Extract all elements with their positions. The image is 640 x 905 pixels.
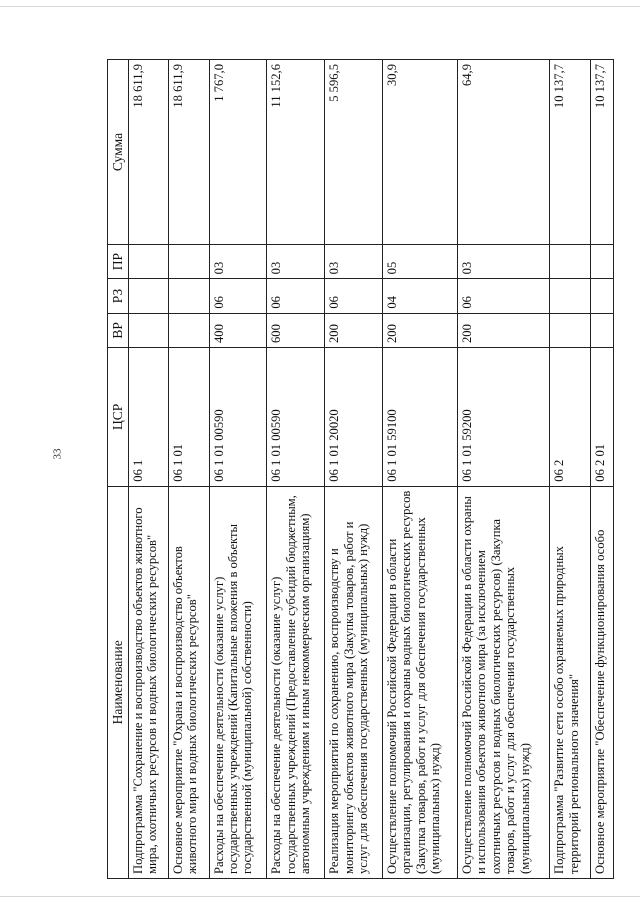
cell-pr	[550, 244, 591, 278]
cell-vr: 200	[325, 313, 383, 347]
page-number: 33	[51, 448, 64, 460]
cell-sum: 18 611,9	[128, 60, 169, 245]
header-name: Наименование	[108, 486, 129, 878]
budget-table	[107, 59, 614, 879]
cell-name: Подпрограмма "Сохранение и воспроизводство объектов животного мира, охотничьих ресурсов и водных биологических ресурсов"	[128, 486, 169, 878]
cell-vr	[169, 313, 210, 347]
cell-csr: 06 1	[128, 348, 169, 487]
cell-rz: 04	[382, 279, 457, 313]
cell-rz	[169, 279, 210, 313]
cell-sum: 10 137,7	[550, 60, 591, 245]
cell-csr: 06 1 01 20020	[325, 348, 383, 487]
header-sum: Сумма	[108, 60, 129, 245]
cell-vr: 600	[267, 313, 325, 347]
rotated-table-wrapper	[107, 59, 614, 879]
cell-rz	[590, 279, 613, 313]
cell-sum: 10 137,7	[590, 60, 613, 245]
cell-vr: 200	[457, 313, 549, 347]
cell-pr: 03	[457, 244, 549, 278]
cell-vr	[590, 313, 613, 347]
cell-vr: 400	[209, 313, 267, 347]
cell-pr: 05	[382, 244, 457, 278]
header-rz: РЗ	[108, 279, 129, 313]
cell-sum: 11 152,6	[267, 60, 325, 245]
cell-vr	[550, 313, 591, 347]
cell-name: Расходы на обеспечение деятельности (оказание услуг) государственных учреждений (Капитальные вложения в объекты государственной (муниципальной) собственности)	[209, 486, 267, 878]
cell-pr: 03	[325, 244, 383, 278]
table-row	[209, 60, 267, 879]
cell-name: Осуществление полномочий Российской Федерации в области охраны и использования объектов животного мира (за исключением охотничьих ресурсов и водных биологических ресурсов) (Закупка товаров, работ и услуг для обеспечения государственных (муниципальных) нужд)	[457, 486, 549, 878]
cell-pr: 03	[209, 244, 267, 278]
cell-csr: 06 1 01 00590	[209, 348, 267, 487]
cell-sum: 18 611,9	[169, 60, 210, 245]
scan-edge-bottom	[0, 896, 640, 897]
cell-name: Подпрограмма "Развитие сети особо охраняемых природных территорий регионального значения"	[550, 486, 591, 878]
cell-sum: 1 767,0	[209, 60, 267, 245]
cell-name: Расходы на обеспечение деятельности (оказание услуг) государственных учреждений (Предоставление субсидий бюджетным, автономным учреждениям и иным некоммерческим организациям)	[267, 486, 325, 878]
cell-pr	[128, 244, 169, 278]
cell-csr: 06 1 01 59200	[457, 348, 549, 487]
table-row	[457, 60, 549, 879]
cell-csr: 06 1 01 59100	[382, 348, 457, 487]
cell-rz	[128, 279, 169, 313]
cell-rz: 06	[457, 279, 549, 313]
table-row	[128, 60, 169, 879]
cell-name: Реализация мероприятий по сохранению, воспроизводству и мониторингу объектов животного мира (Закупка товаров, работ и услуг для обеспечения государственных (муниципальных) нужд)	[325, 486, 383, 878]
cell-name: Основное мероприятие "Охрана и воспроизводство объектов животного мира и водных биологических ресурсов"	[169, 486, 210, 878]
cell-sum: 30,9	[382, 60, 457, 245]
header-vr: ВР	[108, 313, 129, 347]
cell-rz: 06	[325, 279, 383, 313]
cell-vr	[128, 313, 169, 347]
cell-csr: 06 1 01	[169, 348, 210, 487]
cell-rz: 06	[267, 279, 325, 313]
cell-name: Основное мероприятие "Обеспечение функционирования особо	[590, 486, 613, 878]
cell-csr: 06 2	[550, 348, 591, 487]
table-header-row	[108, 60, 129, 879]
table-row	[590, 60, 613, 879]
cell-vr: 200	[382, 313, 457, 347]
cell-csr: 06 1 01 00590	[267, 348, 325, 487]
table-row	[382, 60, 457, 879]
cell-sum: 5 596,5	[325, 60, 383, 245]
cell-name: Осуществление полномочий Российской Федерации в области организации, регулирования и охраны водных биологических ресурсов (Закупка товаров, работ и услуг для обеспечения государственных (муниципальных) нужд)	[382, 486, 457, 878]
scan-edge-top	[0, 6, 640, 7]
cell-rz: 06	[209, 279, 267, 313]
header-csr: ЦСР	[108, 348, 129, 487]
table-row	[550, 60, 591, 879]
cell-pr	[169, 244, 210, 278]
cell-pr: 03	[267, 244, 325, 278]
table-row	[325, 60, 383, 879]
cell-pr	[590, 244, 613, 278]
table-row	[169, 60, 210, 879]
cell-csr: 06 2 01	[590, 348, 613, 487]
cell-rz	[550, 279, 591, 313]
table-row	[267, 60, 325, 879]
header-pr: ПР	[108, 244, 129, 278]
cell-sum: 64,9	[457, 60, 549, 245]
